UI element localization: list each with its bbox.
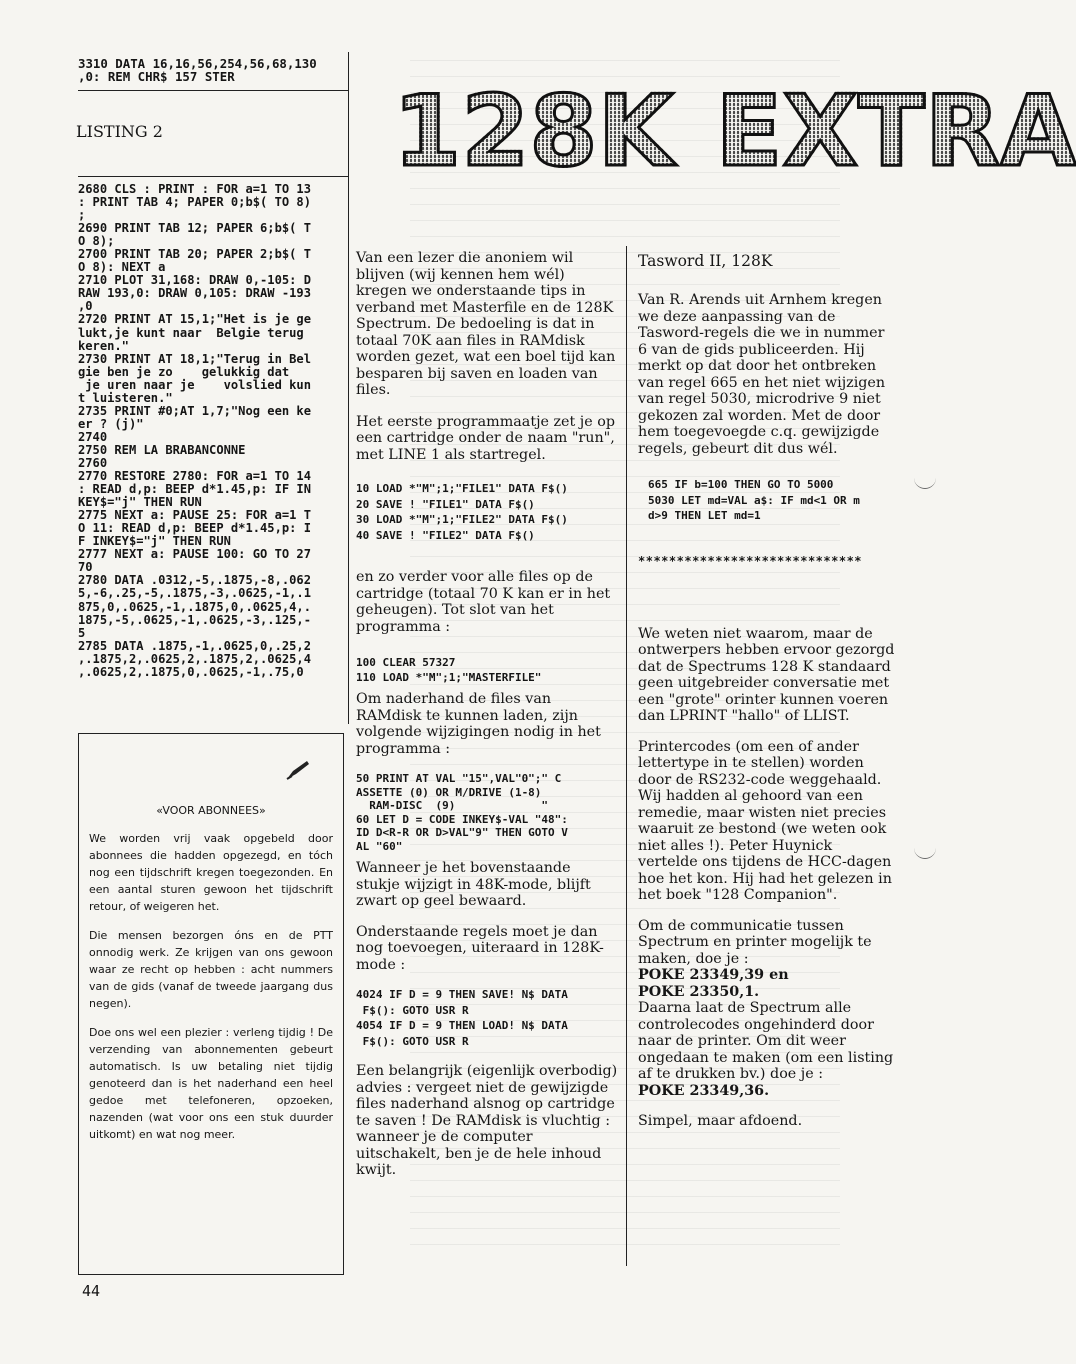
code-listing: 100 CLEAR 57327 110 LOAD *"M";1;"MASTERFILE" bbox=[356, 656, 542, 684]
notice-paragraph: Die mensen bezorgen óns en de PTT onnodig werk. Ze krijgen van ons gewoon waar ze recht op hebben : acht nummers van de gids (vanaf de tweede jaargang dus negen). bbox=[89, 929, 333, 1010]
middle-paragraph: en zo verder voor alle files op de cartridge (totaal 70 K kan er in het geheugen). Tot slot van het programma : bbox=[356, 569, 611, 635]
pen-icon bbox=[285, 759, 311, 781]
code-listing: 50 PRINT AT VAL "15",VAL"0";" C ASSETTE (0) OR M/DRIVE (1-8) RAM-DISC (9) " 60 LET D = CODE INKEY$-VAL "48": ID D<R-R OR D>VAL"9" THEN GOTO V AL "60" bbox=[356, 772, 568, 853]
notice-paragraph: Doe ons wel een plezier : verleng tijdig ! De verzending van abonnementen gebeurt automatisch. Is uw betaling niet tijdig genoteerd dan is het naderhand een heel gedoe met telefoneren, opzoeken, nazenden (wat voor ons een stuk duurder uitkomt) en wat nog meer. bbox=[89, 1026, 333, 1141]
right-paragraph: Van R. Arends uit Arnhem kregen we deze aanpassing van de Tasword-regels die we in nummer 6 van de gids publiceerden. Hij merkt op dat door het ontbreken van regel 665 en het niet wijzigen van regel 5030, microdrive 9 niet gekozen zal worden. Met de door hem toegevoegde c.q. gewijzigde regels, gebeurt dit dus wél. bbox=[638, 292, 886, 457]
right-paragraph: Printercodes (om een of ander lettertype in te stellen) worden door de RS232-code weggehaald. Wij hadden al gehoord van een remedie, maar wisten niet precies waaruit ze bestond (we weten ook niet alles !). Peter Huynick vertelde ons tijdens de HCC-dagen hoe het kon. Hij had het gelezen in het boek "128 Companion". bbox=[638, 738, 892, 903]
code-listing: 665 IF b=100 THEN GO TO 5000 5030 LET md=VAL a$: IF md<1 OR m d>9 THEN LET md=1 bbox=[648, 478, 860, 522]
listing-2: 2680 CLS : PRINT : FOR a=1 TO 13 : PRINT TAB 4; PAPER 0;b$( TO 8) ; 2690 PRINT TAB 12; PAPER 6;b$( T O 8); 2700 PRINT TAB 20; PAPER 2;b$( T O 8): NEXT a 2710 PLOT 31,168: DRAW 0,-105: D RAW 193,0: DRAW 0,105: DRAW -193 ,0 2720 PRINT AT 15,1;"Het is je ge lukt,je kunt naar Belgie terug keren." 2730 PRINT AT 18,1;"Terug in Bel gie ben je zo gelukkig dat je uren naar je volslied kun t luisteren." 2735 PRINT #0;AT 1,7;"Nog een ke er ? (j)" 2740 2750 REM LA BRABANCONNE 2760 2770 RESTORE 2780: FOR a=1 TO 14 : READ d,p: BEEP d*1.45,p: IF IN KEY$="j" THEN RUN 2775 NEXT a: PAUSE 25: FOR a=1 T O 11: READ d,p: BEEP d*1.45,p: I F INKEY$="j" THEN RUN 2777 NEXT a: PAUSE 100: GO TO 27 70 2780 DATA .0312,-5,.1875,-8,.062 5,-6,.25,-5,.1875,-3,.0625,-1,.1 875,0,.0625,-1,.1875,0,.0625,4,. 1875,-5,.0625,-1,.0625,-3,.125,- 5 2785 DATA .1875,-1,.0625,0,.25,2 ,.1875,2,.0625,2,.1875,2,.0625,4 ,.0625,2,.1875,0,.0625,-1,.75,0 bbox=[78, 182, 311, 679]
tasword-heading: Tasword II, 128K bbox=[638, 252, 773, 270]
code-listing: 4024 IF D = 9 THEN SAVE! N$ DATA F$(): GOTO USR R 4054 IF D = 9 THEN LOAD! N$ DATA F$(): GOTO USR R bbox=[356, 988, 568, 1048]
page-number: 44 bbox=[82, 1282, 101, 1300]
right-paragraph: We weten niet waarom, maar de ontwerpers hebben ervoor gezorgd dat de Spectrums 128 K standaard geen uitgebreider conversatie met een "grote" orinter kunnen voeren dan LPRINT "hallo" of LLIST. bbox=[638, 625, 895, 724]
subscribers-notice bbox=[78, 733, 344, 1275]
poke-command: POKE 23349,36. bbox=[638, 1082, 770, 1099]
middle-column-rule bbox=[626, 246, 627, 1266]
page-title bbox=[393, 75, 1076, 189]
right-column bbox=[638, 250, 896, 1130]
title-part-extra: EXTRA bbox=[715, 75, 1076, 189]
notice-paragraph: We worden vrij vaak opgebeld door abonnees die hadden opgezegd, en tóch nog een tijdschrift kregen toegezonden. En een aantal sturen gewoon het tijdschrift retour, of weigeren het. bbox=[89, 832, 333, 913]
top-listing: 3310 DATA 16,16,56,254,56,68,130 ,0: REM CHR$ 157 STER bbox=[78, 56, 317, 84]
listing2-top-rule bbox=[78, 176, 348, 177]
poke-command: POKE 23349,39 en bbox=[638, 967, 789, 983]
notice-body bbox=[89, 830, 333, 1155]
middle-paragraph: Een belangrijk (eigenlijk overbodig) advies : vergeet niet de gewijzigde files naderhand alsnog op cartridge te saven ! De RAMdisk is vluchtig : wanneer je de computer uitschakelt, ben je de hele inhoud kwijt. bbox=[356, 1063, 618, 1178]
left-column-rule bbox=[348, 52, 349, 724]
notice-heading: «VOOR ABONNEES» bbox=[156, 804, 266, 817]
middle-paragraph: Het eerste programmaatje zet je op een cartridge onder de naam "run", met LINE 1 als startregel. bbox=[356, 413, 615, 463]
binding-hole-mark bbox=[914, 844, 936, 859]
listing-top-rule bbox=[78, 90, 348, 91]
middle-paragraph: Wanneer je het bovenstaande stukje wijzigt in 48K-mode, blijft zwart op geel bewaard. bbox=[356, 860, 591, 909]
poke-command: POKE 23350,1. bbox=[638, 983, 760, 1000]
middle-paragraph: Om naderhand de files van RAMdisk te kunnen laden, zijn volgende wijzigingen nodig in het programma : bbox=[356, 691, 601, 757]
code-listing: 10 LOAD *"M";1;"FILE1" DATA F$() 20 SAVE ! "FILE1" DATA F$() 30 LOAD *"M";1;"FILE2" DATA F$() 40 SAVE ! "FILE2" DATA F$() bbox=[356, 482, 568, 542]
listing-heading: LISTING 2 bbox=[76, 122, 163, 141]
binding-hole-mark bbox=[914, 474, 936, 489]
right-paragraph: Daarna laat de Spectrum alle controlecodes ongehinderd door naar de printer. Om dit weer ongedaan te maken (om een listing af te drukken bv.) doe je : bbox=[638, 1000, 894, 1082]
right-paragraph: Simpel, maar afdoend. bbox=[638, 1113, 803, 1129]
title-part-128k: 128K bbox=[393, 75, 674, 189]
right-paragraph: Om de communicatie tussen Spectrum en printer mogelijk te maken, doe je : bbox=[638, 917, 872, 967]
intro-paragraph: Van een lezer die anoniem wil blijven (wij kennen hem wél) kregen we onderstaande tips in verband met Masterfile en de 128K Spectrum. De bedoeling is dat in totaal 70K aan files in RAMdisk worden gezet, wat een boel tijd kan besparen bij saven en loaden van files. bbox=[356, 250, 616, 398]
middle-column bbox=[356, 250, 618, 1179]
section-separator: ***************************** bbox=[638, 553, 863, 568]
middle-paragraph: Onderstaande regels moet je dan nog toevoegen, uiteraard in 128K-mode : bbox=[356, 923, 604, 973]
